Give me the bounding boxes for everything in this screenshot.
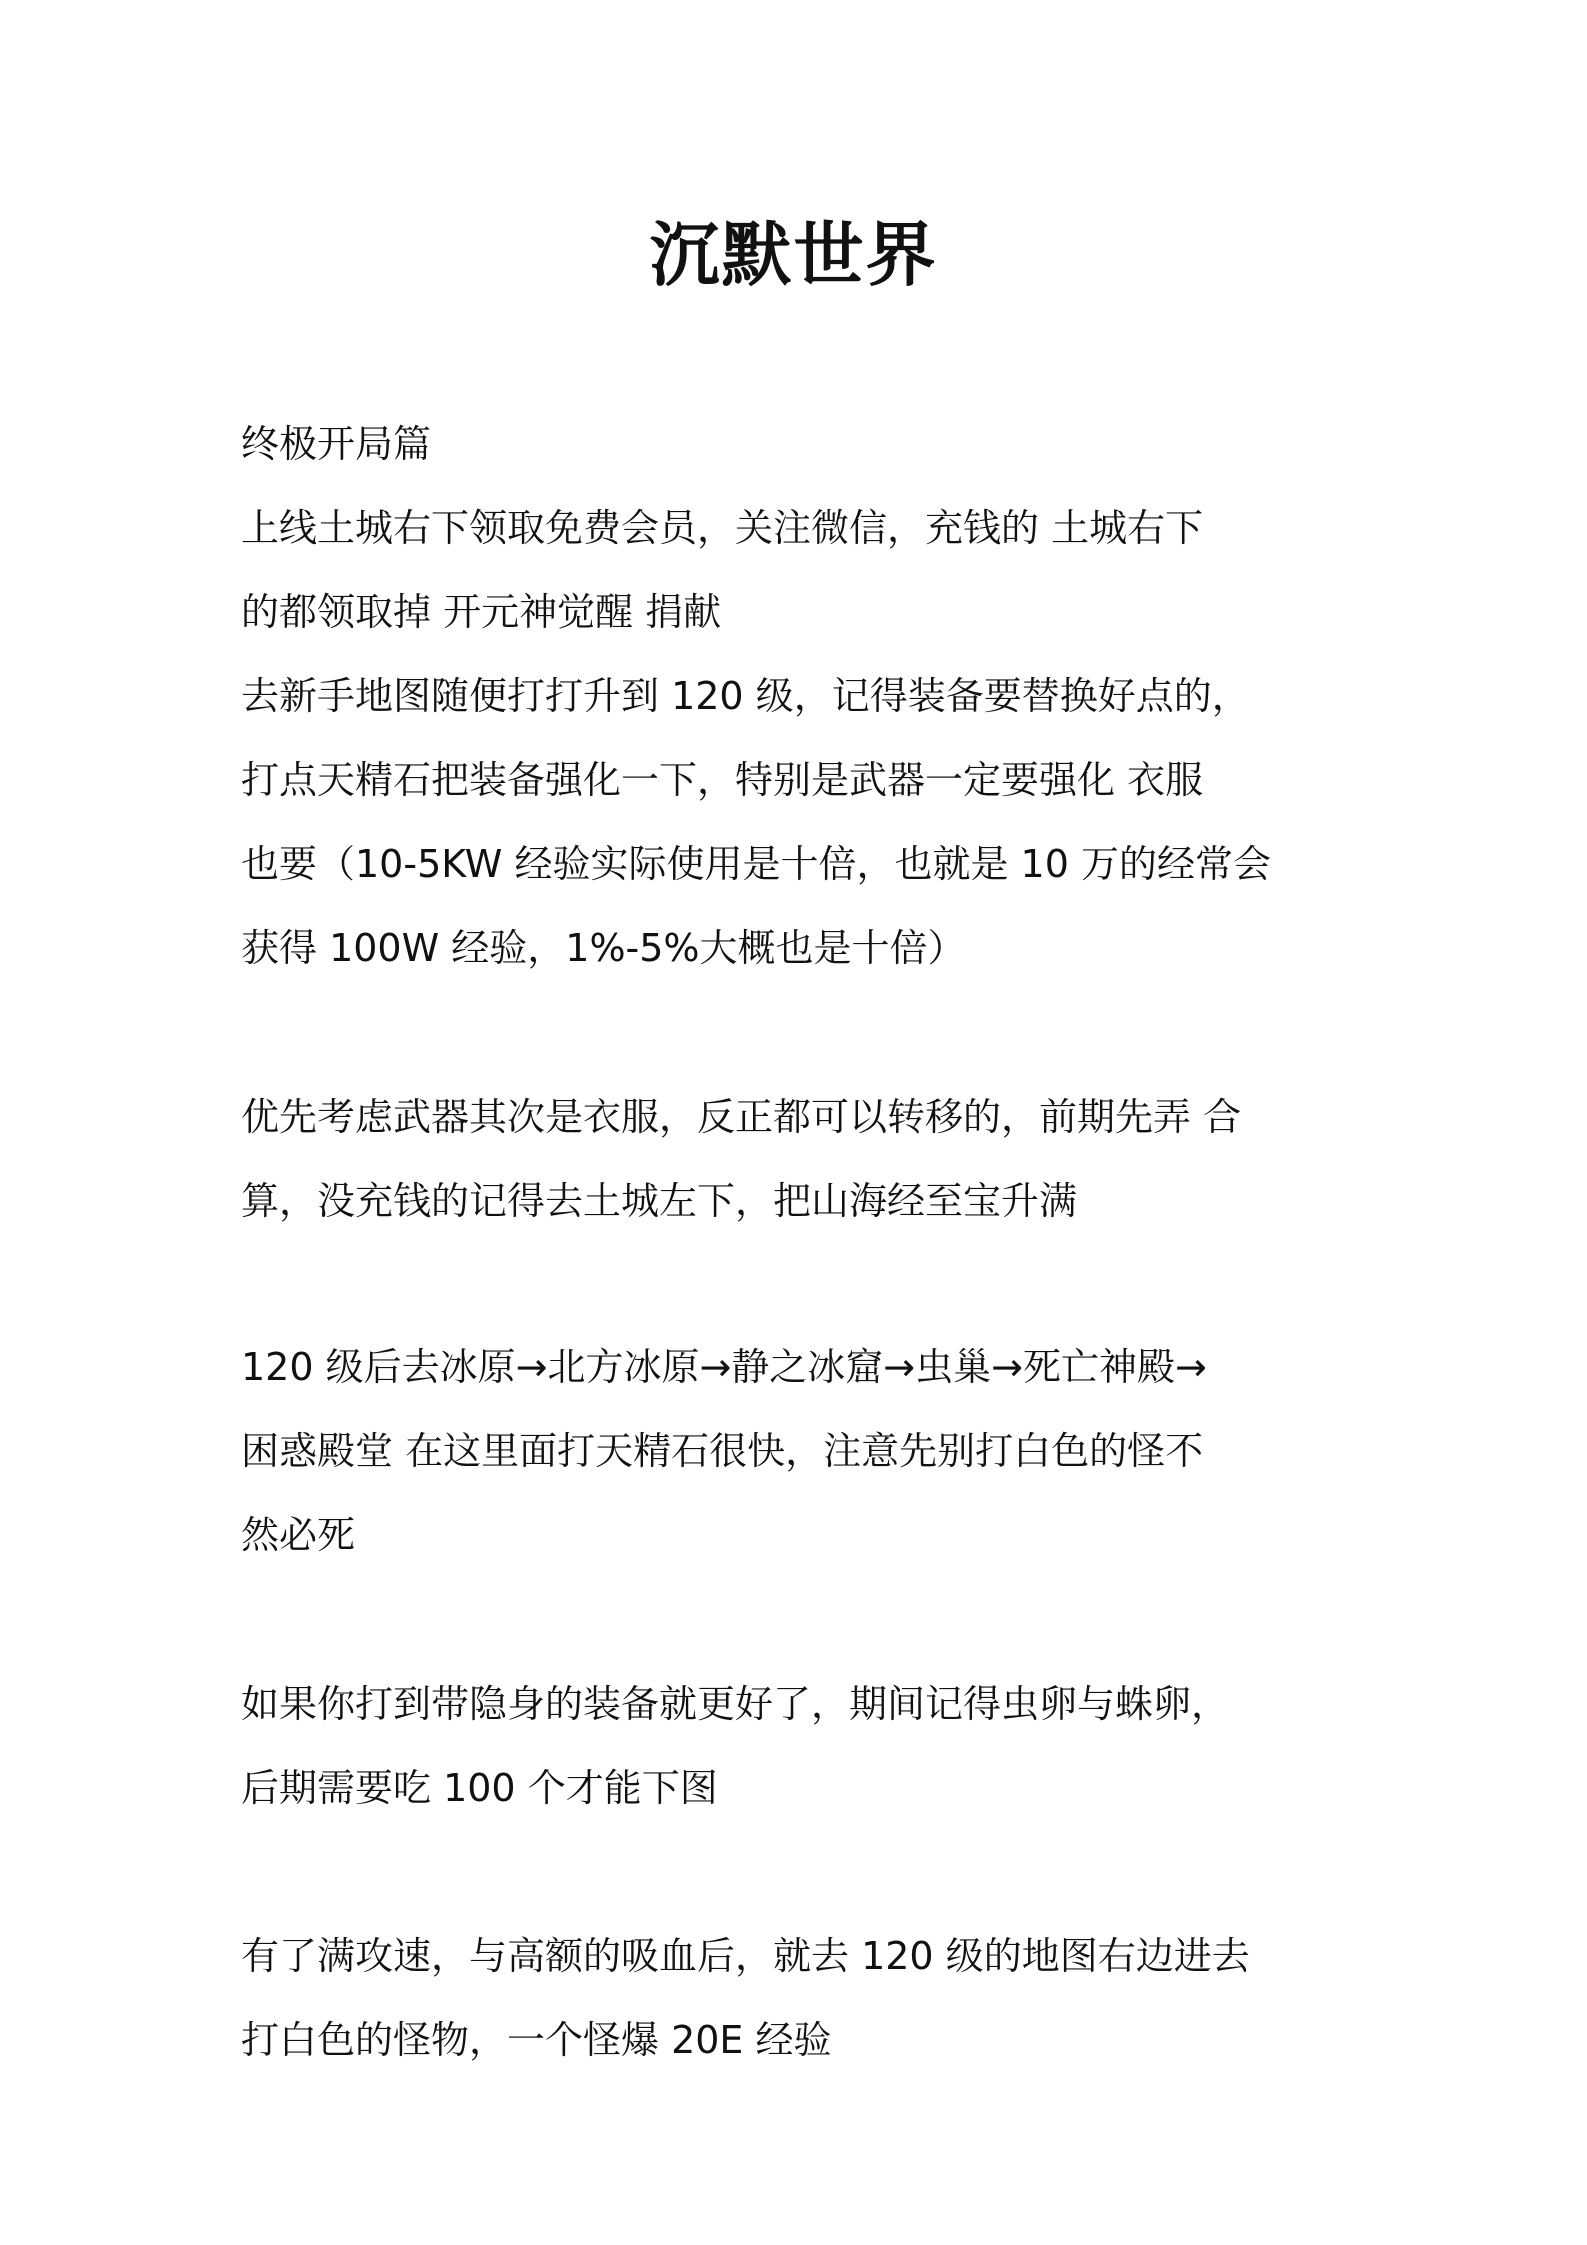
section-3 [241, 1325, 1361, 1577]
section-1 [241, 402, 1361, 990]
text-line: 上线土城右下领取免费会员，关注微信，充钱的 土城右下 [241, 506, 1204, 550]
text-line: 困惑殿堂 在这里面打天精石很快，注意先别打白色的怪不 [241, 1429, 1204, 1473]
section-2 [241, 1075, 1361, 1243]
text-line: 打点天精石把装备强化一下，特别是武器一定要强化 衣服 [241, 758, 1204, 802]
text-line: 后期需要吃 100 个才能下图 [241, 1766, 718, 1810]
text-line: 算，没充钱的记得去土城左下，把山海经至宝升满 [241, 1179, 1078, 1223]
text-line: 120 级后去冰原→北方冰原→静之冰窟→虫巢→死亡神殿→ [241, 1345, 1207, 1389]
text-line: 终极开局篇 [241, 422, 432, 466]
text-line: 如果你打到带隐身的装备就更好了，期间记得虫卵与蛛卵， [241, 1682, 1230, 1726]
section-4 [241, 1662, 1361, 1830]
text-line: 优先考虑武器其次是衣服，反正都可以转移的，前期先弄 合 [241, 1095, 1242, 1139]
text-line: 也要（10-5KW 经验实际使用是十倍，也就是 10 万的经常会 [241, 842, 1271, 886]
text-line: 的都领取掉 开元神觉醒 捐献 [241, 590, 722, 634]
text-line: 去新手地图随便打打升到 120 级，记得装备要替换好点的， [241, 674, 1250, 718]
text-line: 打白色的怪物，一个怪爆 20E 经验 [241, 2018, 832, 2062]
page-title: 沉默世界 [649, 213, 938, 296]
text-line: 然必死 [241, 1513, 356, 1557]
section-5 [241, 1914, 1361, 2082]
text-line: 有了满攻速，与高额的吸血后，就去 120 级的地图右边进去 [241, 1934, 1250, 1978]
text-line: 获得 100W 经验，1%-5%大概也是十倍） [241, 926, 966, 970]
